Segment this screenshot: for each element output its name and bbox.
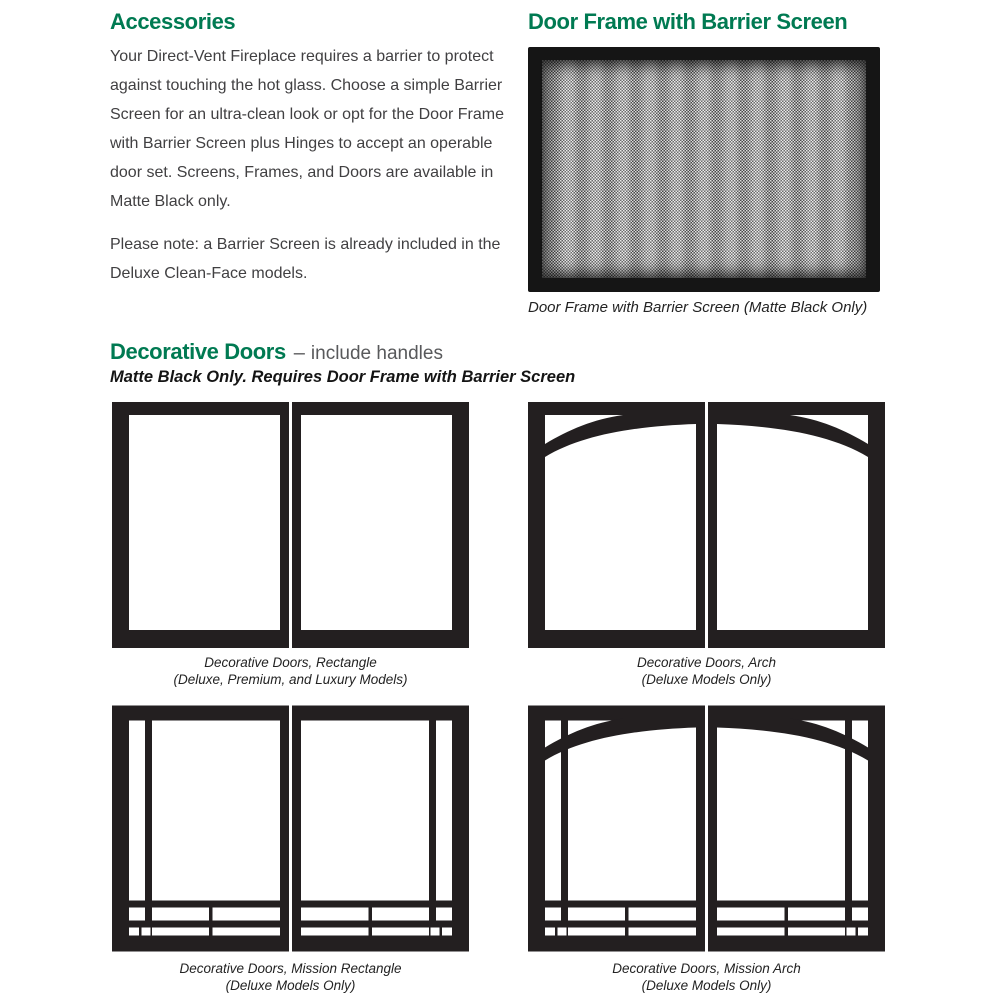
door-panel-left xyxy=(112,706,289,952)
accessories-body-text: Your Direct-Vent Fireplace requires a barrier to protect against touching the hot glass. Choose a simple Barrier Screen for an ultra-clean look or opt for the Door Frame with Barrier Screen plus Hinges to accept an operable door set. Screens, Frames, and Doors are available in Matte Black only. xyxy=(110,48,504,210)
door-panel-left xyxy=(528,402,705,648)
accessories-heading: Accessories xyxy=(110,9,236,34)
accessories-note-text: Please note: a Barrier Screen is already included in the Deluxe Clean-Face models. xyxy=(110,236,501,282)
decorative-doors-dash: – xyxy=(293,342,305,364)
door-panel-left xyxy=(112,402,289,648)
door-panel-right xyxy=(292,706,469,952)
caption-line: (Deluxe, Premium, and Luxury Models) xyxy=(173,671,408,687)
caption-line: (Deluxe Models Only) xyxy=(225,977,356,993)
figure-caption-rectangle xyxy=(112,655,469,688)
figure-caption-arch xyxy=(528,655,885,688)
decorative-doors-mission-rectangle-figure xyxy=(112,705,469,952)
decorative-doors-requirement: Matte Black Only. Requires Door Frame with Barrier Screen xyxy=(110,368,576,386)
barrier-screen-photo xyxy=(528,47,880,292)
caption-line: (Deluxe Models Only) xyxy=(641,977,772,993)
door-frame-heading: Door Frame with Barrier Screen xyxy=(528,9,848,34)
figure-caption-mission-rectangle xyxy=(112,961,469,994)
decorative-doors-subtitle: include handles xyxy=(310,343,443,364)
decorative-doors-heading-row xyxy=(110,339,443,365)
decorative-doors-mission-arch-figure xyxy=(528,705,885,952)
caption-line: Decorative Doors, Mission Rectangle xyxy=(179,961,402,976)
barrier-screen-mesh xyxy=(542,60,866,278)
door-panel-right xyxy=(292,402,469,648)
door-panel-right xyxy=(708,402,885,648)
barrier-screen-caption: Door Frame with Barrier Screen (Matte Black Only) xyxy=(528,299,868,316)
caption-line: Decorative Doors, Mission Arch xyxy=(612,961,801,976)
caption-line: Decorative Doors, Arch xyxy=(636,655,777,670)
decorative-doors-heading: Decorative Doors xyxy=(110,339,286,364)
decorative-doors-rectangle-figure xyxy=(112,402,469,648)
door-panel-left xyxy=(528,706,705,952)
caption-line: (Deluxe Models Only) xyxy=(641,671,772,687)
decorative-doors-arch-figure xyxy=(528,402,885,648)
figure-caption-mission-arch xyxy=(528,961,885,994)
door-panel-right xyxy=(708,706,885,952)
caption-line: Decorative Doors, Rectangle xyxy=(204,655,377,670)
